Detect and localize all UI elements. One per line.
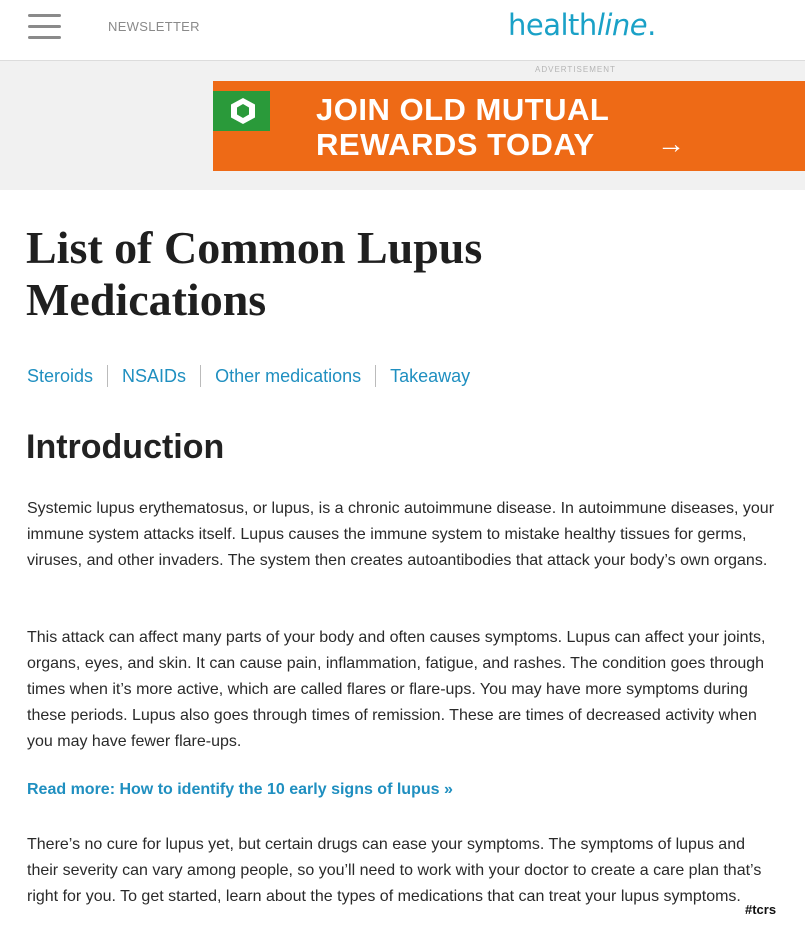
old-mutual-logo-icon — [213, 91, 270, 131]
toc-link-takeaway[interactable]: Takeaway — [390, 366, 471, 386]
toc-link-steroids[interactable]: Steroids — [27, 366, 94, 386]
logo-dot: . — [647, 8, 656, 42]
ad-headline — [316, 92, 609, 162]
intro-paragraph-1: Systemic lupus erythematosus, or lupus, is a chronic autoimmune disease. In autoimmune diseases, your immune system attacks itself. Lupus causes the immune system to mistake healthy tissues for germs, viruses, and other invaders. The system then creates autoantibodies that attack your body’s own organs. — [27, 500, 775, 569]
hashtag-overlay: #tcrs — [745, 902, 777, 917]
arrow-right-icon: → — [657, 128, 685, 159]
top-navigation-bar — [0, 0, 805, 61]
ad-banner[interactable] — [213, 81, 805, 171]
ad-line-1: JOIN OLD MUTUAL — [316, 92, 610, 127]
toc-divider — [200, 365, 201, 387]
section-heading-introduction: Introduction — [26, 428, 225, 466]
page-title: List of Common Lupus Medications — [26, 222, 483, 325]
toc-link-nsaids[interactable]: NSAIDs — [122, 366, 187, 386]
healthline-logo[interactable] — [508, 8, 656, 42]
table-of-contents — [27, 366, 470, 388]
toc-divider — [107, 365, 108, 387]
logo-text-line: line — [596, 8, 648, 42]
hamburger-menu-icon[interactable] — [28, 14, 61, 38]
intro-paragraph-3: There’s no cure for lupus yet, but certain drugs can ease your symptoms. The symptoms of lupus and their severity can vary among people, so you’ll need to work with your doctor to create a care plan that’s right for you. To get started, learn about the types of medications that can treat your lupus symptoms. — [27, 836, 762, 905]
advertisement-area — [0, 61, 805, 190]
read-more-link[interactable]: Read more: How to identify the 10 early signs of lupus » — [27, 781, 453, 798]
toc-link-other-medications[interactable]: Other medications — [215, 366, 362, 386]
logo-text-health: health — [508, 8, 597, 42]
advertisement-label: ADVERTISEMENT — [535, 65, 616, 74]
toc-divider — [375, 365, 376, 387]
intro-paragraph-2: This attack can affect many parts of your body and often causes symptoms. Lupus can affect your joints, organs, eyes, and skin. It can cause pain, inflammation, fatigue, and rashes. The condition goes through times when it’s more active, which are called flares or flare-ups. You may have more symptoms during these periods. Lupus also goes through times of remission. These are times of decreased activity when you may have fewer flare-ups. — [27, 629, 766, 750]
newsletter-link[interactable]: NEWSLETTER — [108, 19, 200, 34]
ad-line-2: REWARDS TODAY — [316, 127, 595, 162]
